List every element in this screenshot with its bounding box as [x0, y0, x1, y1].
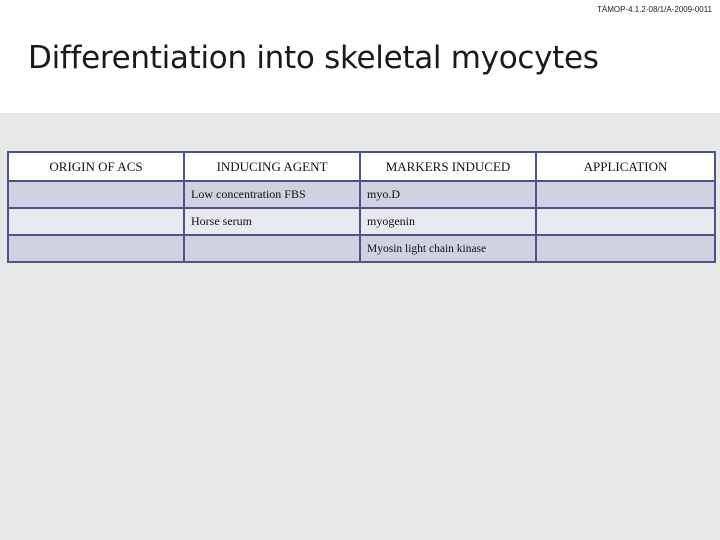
table-header-row [8, 152, 715, 181]
table-cell: myo.D [360, 181, 536, 208]
differentiation-table [7, 151, 716, 263]
table-cell [536, 235, 715, 262]
table-row [8, 235, 715, 262]
table-cell [536, 208, 715, 235]
table-row [8, 181, 715, 208]
table-cell [8, 208, 184, 235]
column-header-origin: ORIGIN OF ACS [8, 152, 184, 181]
slide-title: Differentiation into skeletal myocytes [28, 40, 599, 76]
column-header-inducing-agent: INDUCING AGENT [184, 152, 360, 181]
table-row [8, 208, 715, 235]
table-cell [8, 181, 184, 208]
table-cell: Myosin light chain kinase [360, 235, 536, 262]
table-cell [536, 181, 715, 208]
table-cell: myogenin [360, 208, 536, 235]
table-cell: Horse serum [184, 208, 360, 235]
column-header-application: APPLICATION [536, 152, 715, 181]
table-cell [184, 235, 360, 262]
table-cell: Low concentration FBS [184, 181, 360, 208]
column-header-markers-induced: MARKERS INDUCED [360, 152, 536, 181]
project-code: TÁMOP-4.1.2-08/1/A-2009-0011 [596, 5, 712, 14]
table-cell [8, 235, 184, 262]
